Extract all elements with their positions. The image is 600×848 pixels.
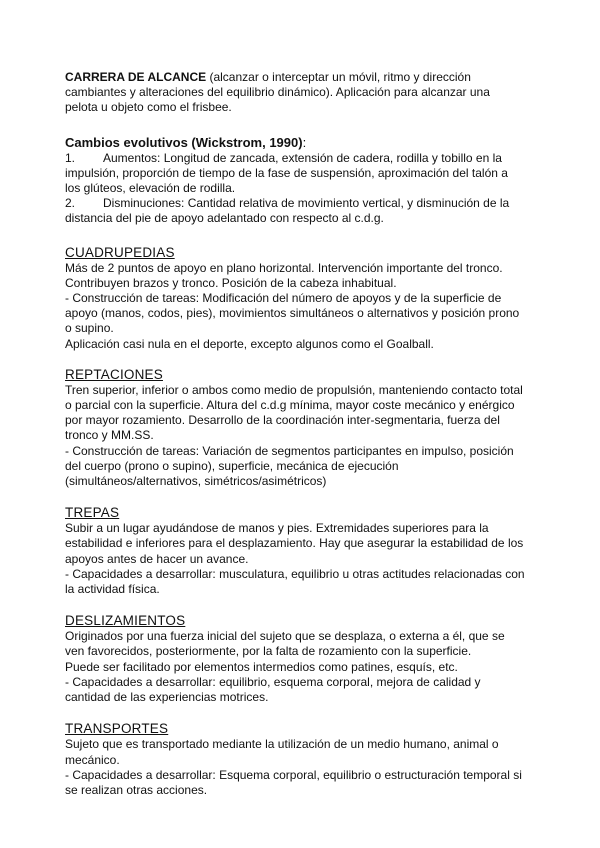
section-paragraph: - Construcción de tareas: Modificación del número de apoyos y de la superficie de apoyo (manos, codos, pies), movimientos simultáneos o alternativos y posición prono o supino. — [65, 291, 520, 336]
section-paragraph: Sujeto que es transportado mediante la utilización de un medio humano, animal o mecánico. — [65, 737, 499, 767]
cambios-item-number: 2. — [65, 196, 76, 211]
intro-text: (alcanzar o interceptar un móvil, ritmo y dirección cambiantes y alteraciones del equilibrio dinámico). Aplicación para alcanzar una pelota u objeto como el frisbee. — [65, 70, 490, 115]
section-paragraph: Puede ser facilitado por elementos intermedios como patines, esquís, etc. — [65, 659, 458, 674]
intro-paragraph — [65, 70, 525, 116]
section-title-deslizamientos: DESLIZAMIENTOS — [65, 613, 186, 629]
section-paragraph: - Capacidades a desarrollar: Esquema corporal, equilibrio o estructuración temporal si se realizan otras acciones. — [65, 767, 522, 797]
cambios-item-text: Aumentos: Longitud de zancada, extensión de cadera, rodilla y tobillo en la impulsión, proporción de tiempo de la fase de suspensión, aproximación del talón a los glúteos, elevación de rodilla. — [65, 150, 508, 196]
cambios-item-number: 1. — [65, 150, 76, 165]
section-paragraph: Originados por una fuerza inicial del sujeto que se desplaza, o externa a él, que se ven favorecidos, posteriormente, por la falta de rozamiento con la superficie. — [65, 629, 505, 659]
cambios-item-text: Disminuciones: Cantidad relativa de movimiento vertical, y disminución de la distancia del pie de apoyo adelantado con respecto al c.d.g. — [65, 196, 510, 226]
section-paragraph: - Capacidades a desarrollar: musculatura, equilibrio u otras actitudes relacionadas con la actividad física. — [65, 566, 525, 597]
section-title-trepas: TREPAS — [65, 505, 120, 521]
document-page — [65, 70, 525, 798]
section-paragraph: Tren superior, inferior o ambos como medio de propulsión, manteniendo contacto total o parcial con la superficie. Altura del c.d.g mínima, mayor coste mecánico y enérgico por mayor rozamiento. Desarrollo de la coordinación inter-segmentaria, fuerza del tronco y MM.SS. — [65, 382, 523, 443]
section-paragraph: - Construcción de tareas: Variación de segmentos participantes en impulso, posición del cuerpo (prono o supino), superficie, mecánica de ejecución (simultáneos/alternativos, simétricos/asimétricos) — [65, 443, 514, 489]
section-title-transportes: TRANSPORTES — [65, 721, 169, 737]
cambios-item-2 — [65, 196, 525, 226]
section-paragraph: Aplicación casi nula en el deporte, excepto algunos como el Goalball. — [65, 336, 434, 351]
section-paragraph: Subir a un lugar ayudándose de manos y pies. Extremidades superiores para la estabilidad e inferiores para el desplazamiento. Hay que asegurar la estabilidad de los apoyos antes de hacer un avance. — [65, 521, 524, 566]
cambios-item-1 — [65, 151, 525, 197]
intro-title: CARRERA DE ALCANCE — [65, 70, 207, 84]
cambios-heading-suffix: : — [302, 134, 307, 150]
section-paragraph: - Capacidades a desarrollar: equilibrio, esquema corporal, mejora de calidad y cantidad de las experiencias motrices. — [65, 674, 481, 705]
section-title-reptaciones: REPTACIONES — [65, 366, 163, 382]
cambios-heading-text: Cambios evolutivos (Wickstrom, 1990) — [65, 134, 303, 150]
section-title-cuadrupedias: CUADRUPEDIAS — [65, 244, 175, 260]
section-paragraph: Más de 2 puntos de apoyo en plano horizontal. Intervención importante del tronco. Contribuyen brazos y tronco. Posición de la cabeza inhabitual. — [65, 260, 503, 290]
cambios-heading — [65, 135, 525, 151]
